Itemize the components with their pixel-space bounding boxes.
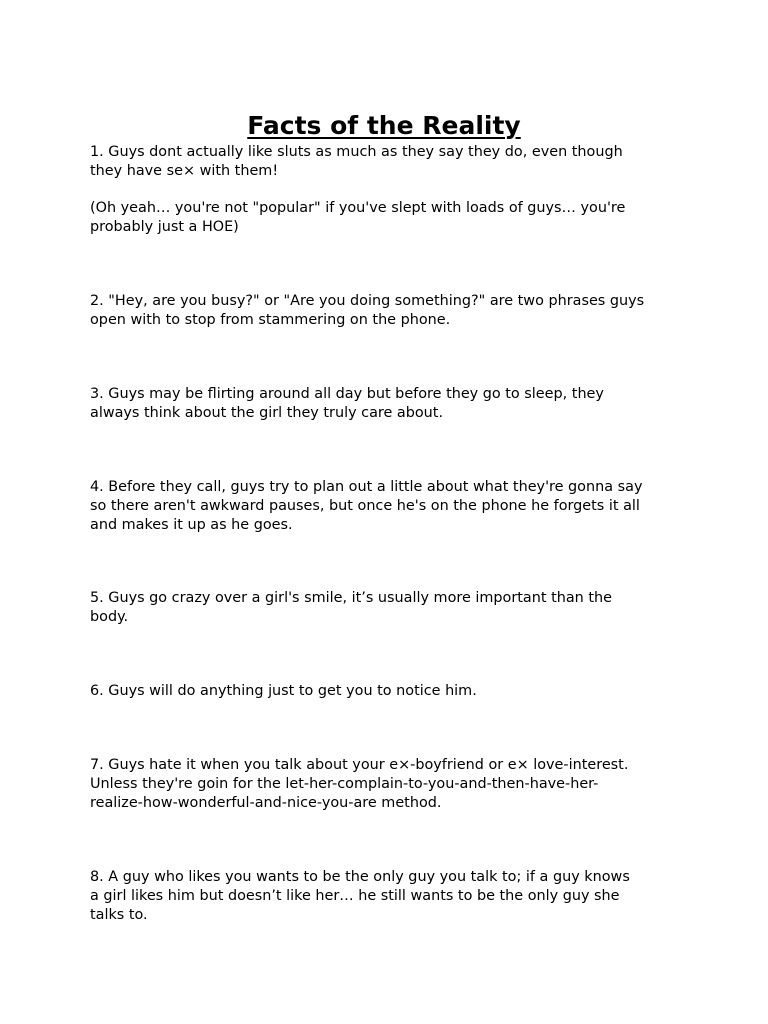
fact-5: 5. Guys go crazy over a girl's smile, it’s usually more important than the body. — [90, 590, 612, 625]
fact-7: 7. Guys hate it when you talk about your e×-boyfriend or e× love-interest. Unless they're goin for the let-her-complain-to-you-and-then-have-her- realize-how-wonderful-and-nice-you-are method. — [90, 757, 629, 811]
fact-1: 1. Guys dont actually like sluts as much as they say they do, even though they have se× with them! — [90, 144, 623, 179]
fact-2: 2. "Hey, are you busy?" or "Are you doing something?" are two phrases guys open with to stop from stammering on the phone. — [90, 293, 645, 328]
fact-8: 8. A guy who likes you wants to be the only guy you talk to; if a guy knows a girl likes him but doesn’t like her… he still wants to be the only guy she talks to. — [90, 869, 630, 923]
fact-6: 6. Guys will do anything just to get you to notice him. — [90, 683, 477, 699]
page-title: Facts of the Reality — [247, 110, 521, 140]
fact-4: 4. Before they call, guys try to plan out a little about what they're gonna say so there aren't awkward pauses, but once he's on the phone he forgets it all and makes it up as he goes. — [90, 479, 643, 533]
fact-1-note: (Oh yeah… you're not "popular" if you've slept with loads of guys… you're probably just a HOE) — [90, 200, 626, 235]
fact-3: 3. Guys may be flirting around all day but before they go to sleep, they always think about the girl they truly care about. — [90, 386, 604, 421]
